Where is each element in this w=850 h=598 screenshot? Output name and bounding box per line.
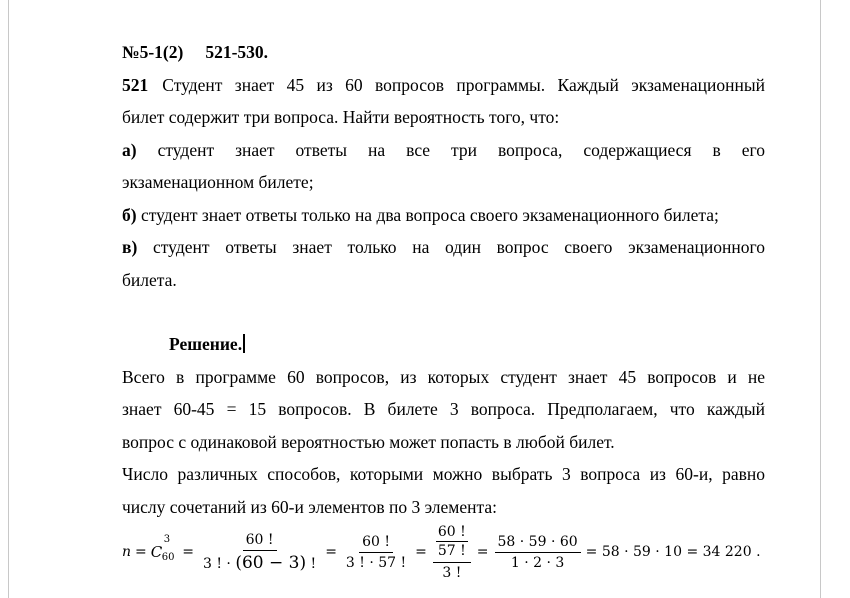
item-c-label: в): [122, 237, 138, 257]
formula-eq-2: =: [182, 544, 194, 560]
solution-title[interactable]: [122, 328, 765, 361]
item-b-label: б): [122, 204, 137, 225]
section-heading: [122, 36, 765, 69]
text-cursor: [243, 334, 245, 353]
combination-letter: C: [150, 543, 163, 561]
fraction-2-numerator: 60 !: [359, 534, 393, 553]
formula-eq-1: =: [135, 544, 147, 560]
page-left-edge: [8, 0, 9, 598]
solution-p1-line-3: вопрос с одинаковой вероятностью может попасть в любой билет.: [122, 431, 615, 452]
fraction-1: [200, 532, 319, 573]
fraction-4-denominator: 1 · 2 · 3: [510, 554, 565, 571]
combination-sup: 3: [163, 534, 171, 545]
combination-sub: 60: [161, 552, 175, 563]
item-a-label: а): [122, 139, 137, 160]
problem-line-1: [122, 69, 765, 102]
problem-number: 521: [122, 74, 149, 95]
solution-p1-line-1: Всего в программе 60 вопросов, из которых студент знает 45 вопросов и не: [122, 366, 765, 387]
page-right-edge: [820, 0, 821, 598]
solution-p1-line-2: знает 60-45 = 15 вопросов. В билете 3 вопроса. Предполагаем, что каждый: [122, 399, 765, 419]
solution-p2-line-2: числу сочетаний из 60-и элементов по 3 элемента:: [122, 496, 497, 517]
inner-fraction-denominator: 57 !: [437, 542, 466, 559]
item-c-line-1: [122, 231, 765, 264]
formula-eq-4: =: [415, 544, 427, 560]
fraction-3-numerator: [433, 524, 471, 563]
combination-formula: [122, 512, 761, 592]
fraction-4-numerator: 58 · 59 · 60: [495, 534, 581, 553]
formula-eq-3: =: [325, 544, 337, 560]
fraction-1-den-a: 3 ! ·: [202, 555, 231, 572]
inner-fraction: [436, 524, 468, 559]
fraction-2: [343, 534, 409, 571]
fraction-1-denominator: [200, 551, 319, 573]
fraction-3: [433, 524, 471, 581]
formula-lhs: n: [122, 544, 132, 560]
fraction-2-denominator: 3 ! · 57 !: [345, 554, 407, 571]
problem-text-1: Студент знает 45 из 60 вопросов программы. Каждый экзаменационный: [162, 74, 765, 95]
fraction-4: [495, 534, 581, 571]
fraction-1-den-b: (60 − 3): [235, 552, 307, 573]
item-b-text: студент знает ответы только на два вопроса своего экзаменационного билета;: [140, 204, 719, 225]
fraction-1-den-c: !: [310, 555, 317, 572]
item-b-line: [122, 199, 765, 232]
combination-symbol: [150, 534, 178, 563]
section-number: №5-1(2): [122, 42, 184, 62]
problem-line-2: билет содержит три вопроса. Найти вероятность того, что:: [122, 107, 560, 127]
inner-fraction-numerator: 60 !: [437, 523, 466, 540]
fraction-1-numerator: 60 !: [243, 532, 277, 551]
item-a-line-1: [122, 134, 765, 167]
item-c-text: студент ответы знает только на один вопрос своего экзаменационного: [152, 237, 766, 257]
fraction-3-denominator: 3 !: [442, 564, 462, 581]
solution-p2-line-1: Число различных способов, которыми можно выбрать 3 вопроса из 60-и, равно: [122, 464, 765, 484]
problem-range: 521-530.: [205, 42, 269, 62]
item-a-text: студент знает ответы на все три вопроса, содержащиеся в его: [157, 139, 765, 160]
formula-result: = 58 · 59 · 10 = 34 220 .: [585, 544, 761, 560]
solution-title-text: Решение.: [169, 334, 243, 354]
item-a-line-2: экзаменационном билете;: [122, 172, 314, 192]
item-c-line-2: билета.: [122, 269, 177, 290]
document-body: [122, 36, 765, 523]
formula-eq-5: =: [476, 544, 489, 560]
